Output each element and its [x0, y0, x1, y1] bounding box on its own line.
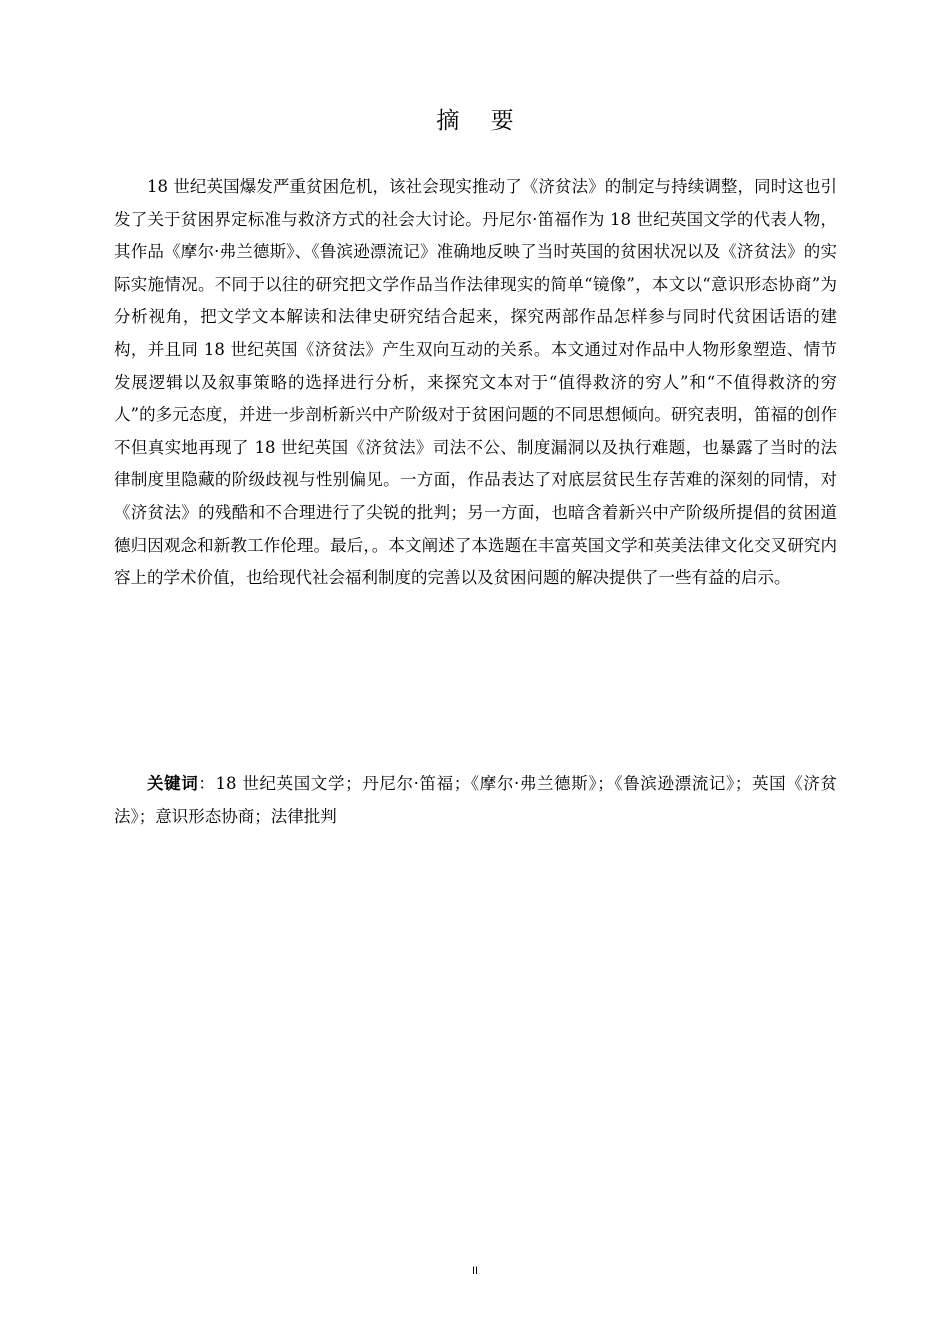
keywords-text: ：18 世纪英国文学；丹尼尔·笛福；《摩尔·弗兰德斯》；《鲁滨逊漂流记》；英国《济贫法》；意识形态协商；法律批判	[114, 774, 838, 826]
abstract-title: 摘 要	[436, 108, 526, 134]
abstract-body: 18 世纪英国爆发严重贫困危机，该社会现实推动了《济贫法》的制定与持续调整，同时这也引发了关于贫困界定标准与救济方式的社会大讨论。丹尼尔·笛福作为 18 世纪英国文学的代表人物，其作品《摩尔·弗兰德斯》、《鲁滨逊漂流记》准确地反映了当时英国的贫困状况以及《济贫法》的实际实施情况。不同于以往的研究把文学作品当作法律现实的简单“镜像”，本文以“意识形态协商”为分析视角，把文学文本解读和法律史研究结合起来，探究两部作品怎样参与同时代贫困话语的建构，并且同 18 世纪英国《济贫法》产生双向互动的关系。本文通过对作品中人物形象塑造、情节发展逻辑以及叙事策略的选择进行分析，来探究文本对于“值得救济的穷人”和“不值得救济的穷人”的多元态度，并进一步剖析新兴中产阶级对于贫困问题的不同思想倾向。研究表明，笛福的创作不但真实地再现了 18 世纪英国《济贫法》司法不公、制度漏洞以及执行难题，也暴露了当时的法律制度里隐藏的阶级歧视与性别偏见。一方面，作品表达了对底层贫民生存苦难的深刻的同情，对《济贫法》的残酷和不合理进行了尖锐的批判；另一方面，也暗含着新兴中产阶级所提倡的贫困道德归因观念和新教工作伦理。最后，。本文阐述了本选题在丰富英国文学和英美法律文化交叉研究内容上的学术价值，也给现代社会福利制度的完善以及贫困问题的解决提供了一些有益的启示。	[114, 177, 837, 588]
page-number: II	[471, 1265, 479, 1277]
keywords-label: 关键词	[147, 774, 199, 793]
keywords-paragraph	[114, 768, 837, 833]
